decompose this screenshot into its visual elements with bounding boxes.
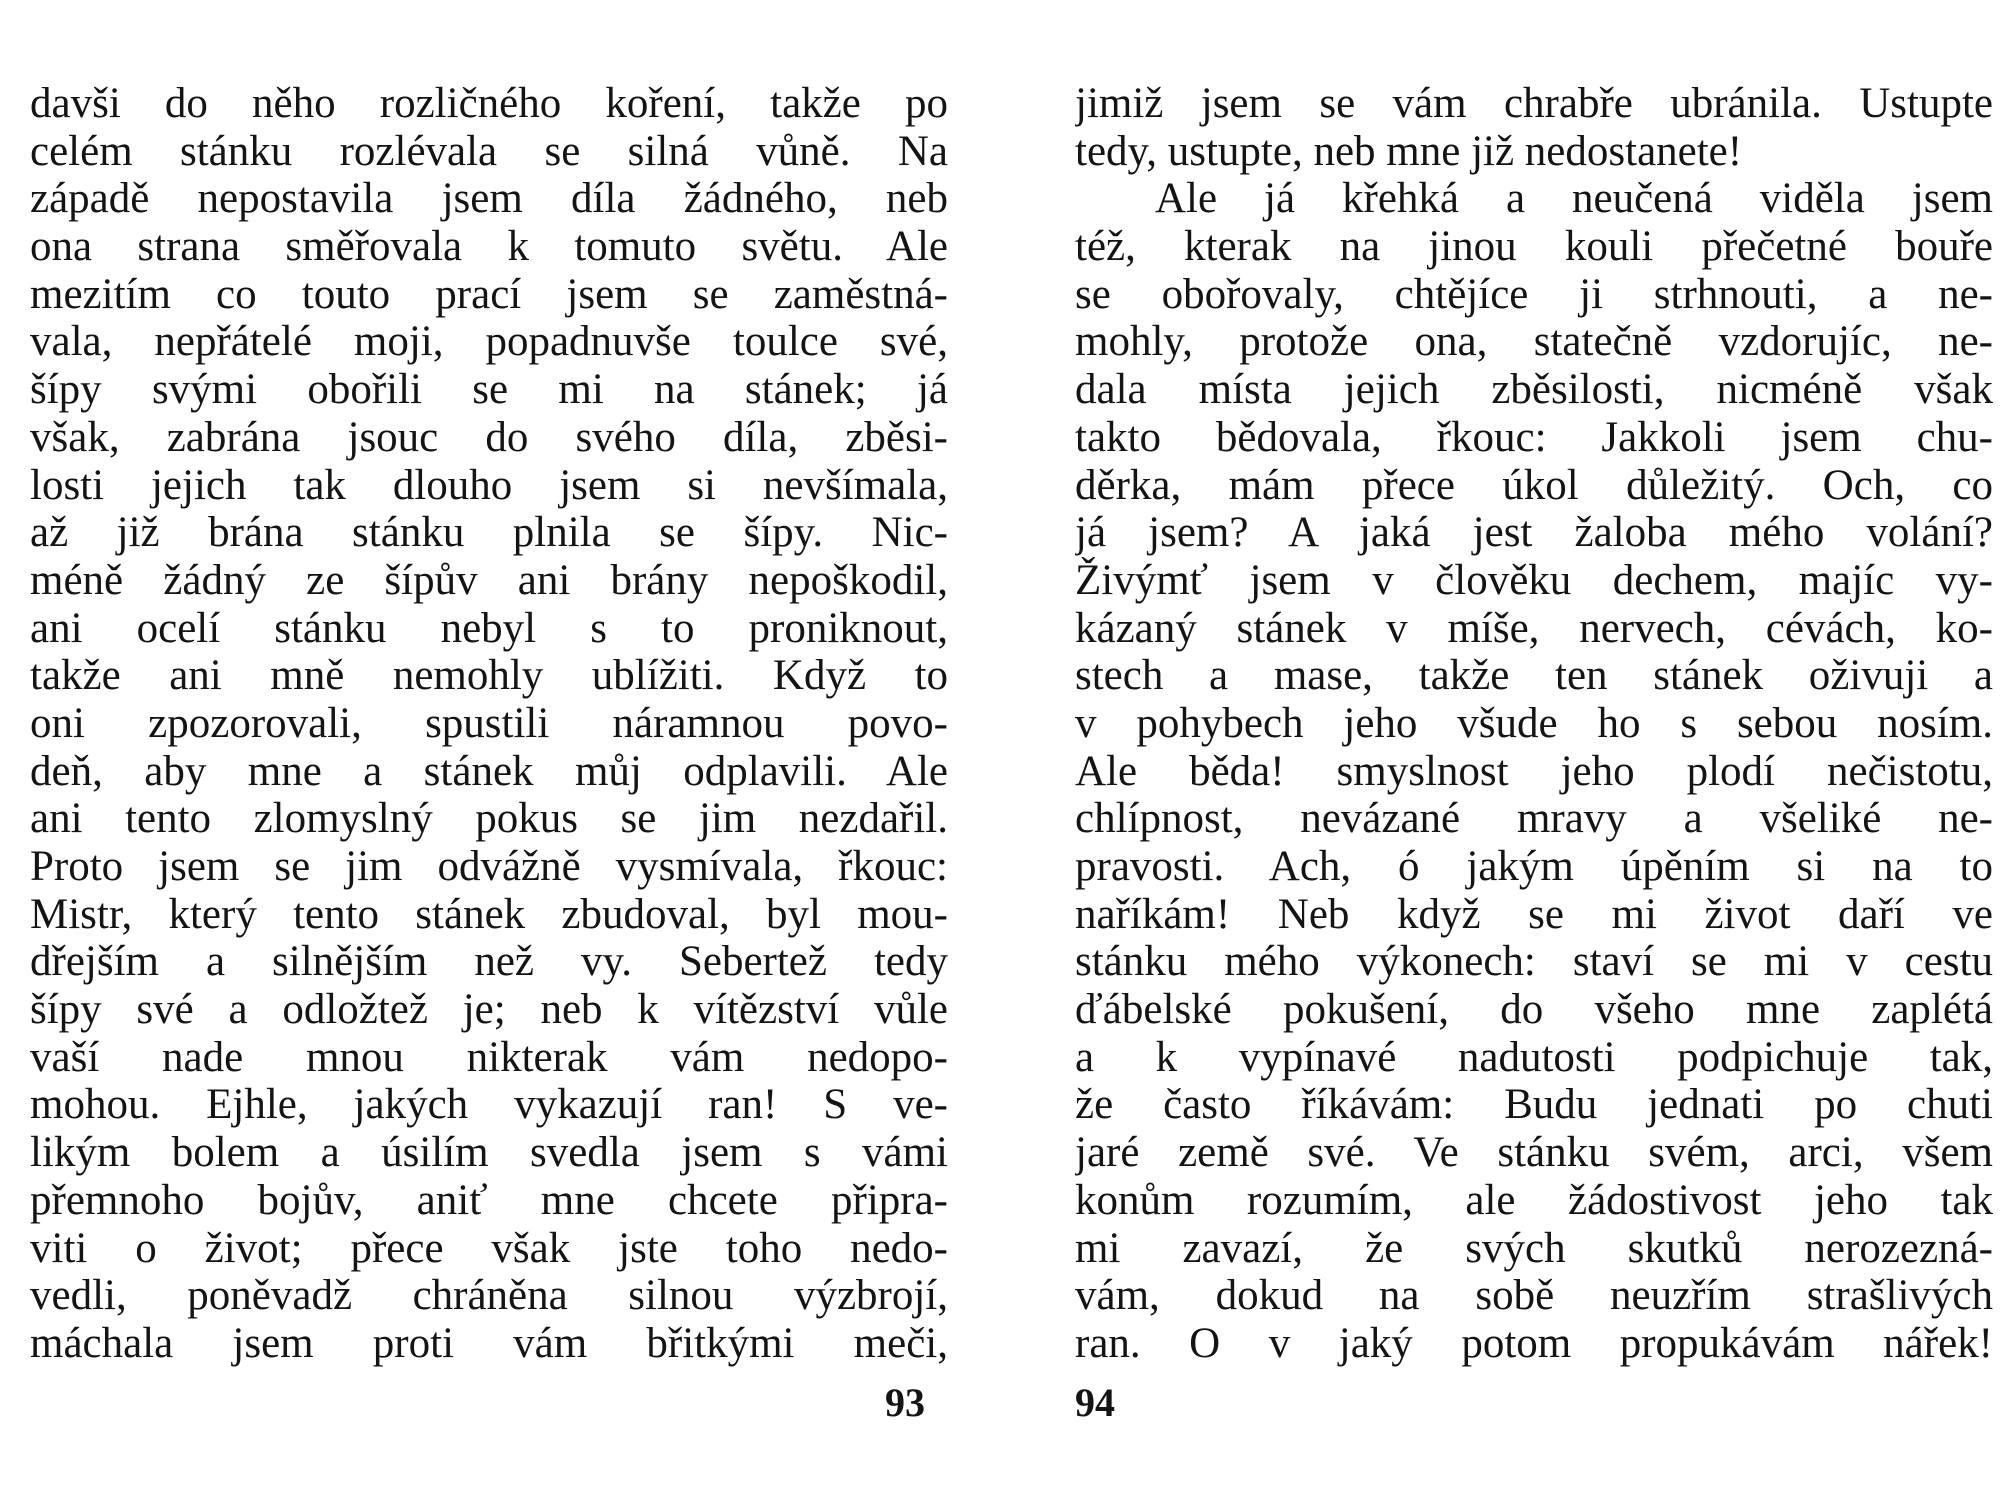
text-line: já jsem? A jaká jest žaloba mého volání?	[1075, 509, 1993, 557]
text-line: naříkám! Neb když se mi život daří ve	[1075, 890, 1993, 938]
text-line: západě nepostavila jsem díla žádného, neb	[30, 175, 948, 223]
page-number-left: 93	[885, 1380, 925, 1425]
text-line: stánku mého výkonech: staví se mi v cestu	[1075, 938, 1993, 986]
text-line: ani tento zlomyslný pokus se jim nezdařil.	[30, 795, 948, 843]
text-line: ďábelské pokušení, do všeho mne zaplétá	[1075, 986, 1993, 1034]
text-line: Ale já křehká a neučená viděla jsem	[1155, 175, 1993, 223]
text-line: děrka, mám přece úkol důležitý. Och, co	[1075, 461, 1993, 509]
text-line: vala, nepřátelé moji, popadnuvše toulce své,	[30, 318, 948, 366]
text-line: tedy, ustupte, neb mne již nedostanete!	[1075, 127, 1743, 175]
text-line: mohly, protože ona, statečně vzdorujíc, ne-	[1075, 318, 1993, 366]
text-line: vám, dokud na sobě neuzřím strašlivých	[1075, 1272, 1993, 1320]
text-line: Živýmť jsem v člověku dechem, majíc vy-	[1075, 556, 1993, 604]
text-line: se obořovaly, chtějíce ji strhnouti, a ne-	[1075, 270, 1993, 318]
text-line: jaré země své. Ve stánku svém, arci, všem	[1075, 1129, 1993, 1177]
page-number-right: 94	[1075, 1380, 1115, 1425]
text-line: vaší nade mnou nikterak vám nedopo-	[30, 1033, 948, 1081]
text-line: deň, aby mne a stánek můj odplavili. Ale	[30, 747, 948, 795]
text-line: stech a mase, takže ten stánek oživuji a	[1075, 652, 1993, 700]
text-line: dala místa jejich zběsilosti, nicméně však	[1075, 366, 1993, 414]
text-line: šípy své a odložtež je; neb k vítězství vůle	[30, 986, 948, 1034]
text-line: likým bolem a úsilím svedla jsem s vámi	[30, 1129, 948, 1177]
text-line: též, kterak na jinou kouli přečetné bouře	[1075, 223, 1993, 271]
text-line: šípy svými obořili se mi na stánek; já	[30, 366, 948, 414]
text-line: losti jejich tak dlouho jsem si nevšímala,	[30, 461, 948, 509]
text-line: přemnoho bojův, aniť mne chcete připra-	[30, 1176, 948, 1224]
text-line: vedli, poněvadž chráněna silnou výzbrojí,	[30, 1272, 948, 1320]
left-page	[30, 80, 948, 1368]
text-line: v pohybech jeho všude ho s sebou nosím.	[1075, 699, 1993, 747]
text-line: Proto jsem se jim odvážně vysmívala, řkouc:	[30, 843, 948, 890]
text-line: až již brána stánku plnila se šípy. Nic-	[30, 509, 948, 557]
text-line: Mistr, který tento stánek zbudoval, byl mou-	[30, 890, 948, 938]
text-line: ona strana směřovala k tomuto světu. Ale	[30, 223, 948, 271]
text-line: chlípnost, nevázané mravy a všeliké ne-	[1075, 795, 1993, 843]
text-line: takto bědovala, řkouc: Jakkoli jsem chu-	[1075, 413, 1993, 461]
text-line: viti o život; přece však jste toho nedo-	[30, 1224, 948, 1272]
text-line: oni zpozorovali, spustili náramnou povo-	[30, 699, 948, 747]
text-line: celém stánku rozlévala se silná vůně. Na	[30, 127, 948, 175]
text-line: mi zavazí, že svých skutků nerozezná-	[1075, 1224, 1993, 1272]
text-line: pravosti. Ach, ó jakým úpěním si na to	[1075, 843, 1993, 890]
text-line: dřejším a silnějším než vy. Sebertež tedy	[30, 938, 948, 986]
text-line: že často říkávám: Budu jednati po chuti	[1075, 1081, 1993, 1129]
text-line: mezitím co touto prací jsem se zaměstná-	[30, 270, 948, 318]
text-line: jimiž jsem se vám chrabře ubránila. Ustupte	[1075, 80, 1993, 127]
text-line: máchala jsem proti vám břitkými meči,	[30, 1319, 948, 1367]
text-line: ani ocelí stánku nebyl s to proniknout,	[30, 604, 948, 652]
right-page	[1075, 80, 1993, 1368]
text-line: mohou. Ejhle, jakých vykazují ran! S ve-	[30, 1081, 948, 1129]
text-line: méně žádný ze šípův ani brány nepoškodil,	[30, 556, 948, 604]
text-line: kázaný stánek v míše, nervech, cévách, ko-	[1075, 604, 1993, 652]
text-line: konům rozumím, ale žádostivost jeho tak	[1075, 1176, 1993, 1224]
text-line: však, zabrána jsouc do svého díla, zběsi-	[30, 413, 948, 461]
text-line: Ale běda! smyslnost jeho plodí nečistotu,	[1075, 747, 1993, 795]
text-line: ran. O v jaký potom propukávám nářek!	[1075, 1319, 1993, 1367]
text-line: davši do něho rozličného koření, takže po	[30, 80, 948, 127]
text-line: takže ani mně nemohly ublížiti. Když to	[30, 652, 948, 700]
text-line: a k vypínavé nadutosti podpichuje tak,	[1075, 1033, 1993, 1081]
